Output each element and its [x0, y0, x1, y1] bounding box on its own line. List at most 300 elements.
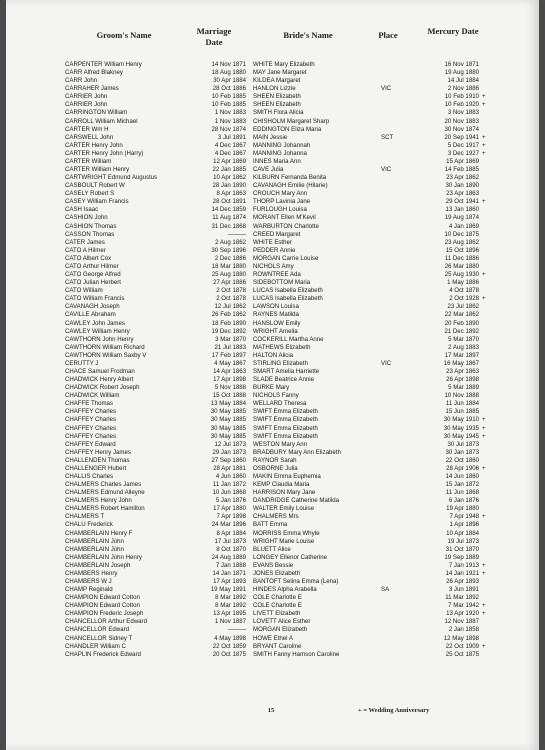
- table-row: [6, 530, 539, 538]
- mercury-date: 23 Apr 1862: [446, 174, 479, 182]
- mercury-date: 10 Feb 1920: [444, 101, 479, 109]
- table-row: [6, 174, 539, 182]
- table-row: [6, 311, 539, 319]
- anniversary-mark: +: [482, 610, 486, 618]
- mercury-date: 30 Jan 1873: [445, 448, 479, 456]
- marriage-date: 29 Jan 1873: [212, 448, 246, 456]
- groom-name: CAWTHORN John Henry: [65, 335, 134, 343]
- marriage-date: 18 Mar 1880: [211, 262, 246, 270]
- groom-name: CHADWICK Robert Joseph: [65, 384, 140, 392]
- mercury-date: 14 Jan 1921: [445, 569, 479, 577]
- groom-name: CARRAHER James: [65, 85, 119, 93]
- bride-name: LOVETT Alice Esther: [253, 618, 311, 626]
- marriage-date: 14 Nov 1871: [211, 61, 246, 68]
- mercury-date: 3 Dec 1927: [447, 149, 479, 157]
- bride-name: SMITH Flora Alicia: [253, 109, 304, 117]
- mercury-date: 20 Feb 1890: [444, 319, 479, 327]
- bride-name: PEDDER Annie: [253, 246, 296, 254]
- mercury-date: 23 Jul 1862: [447, 303, 479, 311]
- table-row: [6, 457, 539, 465]
- bride-name: THORP Lavinia Jane: [253, 198, 311, 206]
- table-row: [6, 384, 539, 392]
- marriage-date: 25 Aug 1880: [211, 271, 246, 279]
- mercury-date: 23 Aug 1862: [444, 238, 479, 246]
- table-row: [6, 134, 539, 142]
- marriage-date: 10 Feb 1885: [211, 93, 246, 101]
- mercury-date: 15 Jan 1872: [445, 481, 479, 489]
- marriage-date: 30 May 1885: [210, 408, 246, 416]
- groom-name: CASH Isaac: [65, 206, 99, 214]
- marriage-date: ———: [227, 230, 246, 238]
- groom-name: CARTWRIGHT Edmund Augustus: [65, 174, 158, 182]
- marriage-date: 8 Apr 1863: [216, 190, 246, 198]
- marriage-date: 30 Sep 1896: [211, 246, 246, 254]
- groom-name: CHAMPION Edward Cotton: [65, 594, 140, 602]
- mercury-date: 5 Dec 1917: [447, 141, 479, 149]
- groom-name: CHAMBERLAIN Joseph: [65, 561, 131, 569]
- bride-name: SMART Amelia Harriette: [253, 367, 320, 375]
- marriage-date: 2 Oct 1878: [216, 287, 246, 295]
- bride-name: COLE Charlotte E: [253, 594, 302, 602]
- groom-name: CARTER Henry John (Harry): [65, 149, 144, 157]
- table-row: [6, 190, 539, 198]
- marriage-date: 5 Jan 1876: [215, 497, 246, 505]
- bride-name: MORGAN Carrie Louise: [253, 254, 319, 262]
- table-row: [6, 214, 539, 222]
- marriage-date: 14 Apr 1863: [213, 367, 246, 375]
- table-row: [6, 376, 539, 384]
- table-row: [6, 142, 539, 150]
- table-row: [6, 263, 539, 271]
- groom-name: CASELY Robert S: [65, 190, 115, 198]
- anniversary-mark: +: [482, 295, 486, 303]
- mercury-date: 15 Jun 1885: [445, 408, 479, 416]
- groom-name: CHAPLIN Frederick Edward: [65, 650, 141, 658]
- table-row: [6, 166, 539, 174]
- mercury-date: 7 Jan 1913: [448, 561, 479, 569]
- bride-name: MORANT Ellen M'Kevil: [253, 214, 316, 222]
- bride-name: SLADE Beatrice Annie: [253, 376, 314, 384]
- anniversary-mark: +: [482, 101, 486, 109]
- bride-name: MAIN Jessie: [253, 133, 288, 141]
- marriage-date: 4 Dec 1867: [214, 141, 246, 149]
- mercury-date: 11 Dec 1886: [444, 254, 479, 262]
- groom-name: CATO Julian Herbert: [65, 279, 121, 287]
- table-row: [6, 360, 539, 368]
- document-page: [6, 0, 539, 750]
- mercury-date: 11 Mar 1892: [445, 594, 479, 602]
- table-row: [6, 521, 539, 529]
- mercury-date: 20 Nov 1883: [444, 117, 479, 125]
- groom-name: CHAMPION Edward Cotton: [65, 602, 140, 610]
- bride-name: JONES Elizabeth: [253, 569, 301, 577]
- table-row: [6, 473, 539, 481]
- mercury-date: 14 Jul 1884: [447, 77, 479, 85]
- bride-name: STIRLING Elizabeth: [253, 359, 308, 367]
- groom-name: CHALU Frederick: [65, 521, 113, 529]
- bride-name: WHITE Mary Elizabeth: [253, 61, 315, 68]
- bride-name: KEMP Claudia Maria: [253, 481, 310, 489]
- groom-name: CAWLEY John James: [65, 319, 125, 327]
- table-row: [6, 182, 539, 190]
- table-row: [6, 570, 539, 578]
- bride-name: NICHOLS Amy: [253, 262, 294, 270]
- groom-name: CHAFFEY Charles: [65, 408, 117, 416]
- groom-name: CASEY William Francis: [65, 198, 129, 206]
- mercury-date: 22 Mar 1862: [444, 311, 479, 319]
- table-row: [6, 320, 539, 328]
- marriage-date: 30 May 1885: [210, 432, 246, 440]
- marriage-date: 24 Aug 1889: [211, 553, 246, 561]
- marriage-date: 1 Nov 1883: [214, 109, 246, 117]
- table-row: [6, 586, 539, 594]
- marriage-date: 10 Apr 1862: [213, 174, 246, 182]
- place: VIC: [381, 166, 392, 174]
- marriage-date: 10 Feb 1885: [211, 101, 246, 109]
- table-row: [6, 255, 539, 263]
- table-row: [6, 271, 539, 279]
- table-row: [6, 231, 539, 239]
- table-row: [6, 408, 539, 416]
- groom-name: CARR John: [65, 77, 98, 85]
- table-row: [6, 643, 539, 651]
- table-row: [6, 538, 539, 546]
- anniversary-mark: +: [482, 416, 486, 424]
- bride-name: KILDEA Margaret: [253, 77, 301, 85]
- marriage-date: 4 Dec 1867: [214, 149, 246, 157]
- marriage-date: 26 Feb 1862: [211, 311, 246, 319]
- mercury-date: 7 Apr 1948: [449, 513, 479, 521]
- bride-name: LIVETT Elizabeth: [253, 610, 301, 618]
- table-row: [6, 247, 539, 255]
- groom-name: CHALLENDEN Thomas: [65, 456, 130, 464]
- marriage-date: 10 Jun 1868: [212, 489, 246, 497]
- mercury-date: 1 Apr 1896: [449, 521, 479, 529]
- groom-name: CHALMERS T: [65, 513, 105, 521]
- bride-name: SHEEN Elizabeth: [253, 101, 301, 109]
- groom-name: CHAFFEY Edward: [65, 440, 116, 448]
- header-mercury-date: Mercury Date: [427, 26, 479, 36]
- groom-name: CARR Alfred Blakney: [65, 69, 123, 77]
- marriage-date: 30 May 1885: [210, 416, 246, 424]
- bride-name: SWIFT Emma Elizabeth: [253, 432, 318, 440]
- mercury-date: 2 Nov 1886: [447, 85, 479, 93]
- bride-name: CAVE Julia: [253, 166, 284, 174]
- groom-name: CHAMP Reginald: [65, 586, 113, 594]
- groom-name: CHANCELLOR Arthur Edward: [65, 618, 147, 626]
- bride-name: SWIFT Emma Elizabeth: [253, 424, 318, 432]
- bride-name: HARRISON Mary Jane: [253, 489, 316, 497]
- groom-name: CHAFFEY Charles: [65, 432, 117, 440]
- bride-name: MORGAN Elizabeth: [253, 626, 308, 634]
- marriage-date: 19 Dec 1892: [211, 327, 246, 335]
- mercury-date: 31 Oct 1870: [445, 545, 479, 553]
- marriage-date: 27 Sep 1860: [211, 456, 246, 464]
- bride-name: WHITE Esther: [253, 238, 292, 246]
- bride-name: MATHEWS Elizabeth: [253, 343, 311, 351]
- groom-name: CAWLEY William Henry: [65, 327, 130, 335]
- table-row: [6, 392, 539, 400]
- table-row: [6, 101, 539, 109]
- table-row: [6, 465, 539, 473]
- marriage-date: 22 Jan 1885: [212, 166, 246, 174]
- groom-name: CHALMERS Henry John: [65, 497, 132, 505]
- table-row: [6, 433, 539, 441]
- bride-name: BATT Emma: [253, 521, 288, 529]
- mercury-date: 13 Apr 1920: [446, 610, 479, 618]
- bride-name: WRIGHT Amelia: [253, 327, 298, 335]
- table-row: [6, 118, 539, 126]
- marriage-date: 12 Jul 1873: [214, 440, 246, 448]
- bride-name: MAY Jane Margaret: [253, 69, 307, 77]
- groom-name: CARRINGTON William: [65, 109, 128, 117]
- marriage-date: 8 Oct 1870: [216, 545, 246, 553]
- marriage-date: 13 May 1884: [210, 400, 246, 408]
- anniversary-note: + = Wedding Anniversary: [358, 707, 430, 714]
- groom-name: CHALMERS Edmund Alleyne: [65, 489, 145, 497]
- groom-name: CATER James: [65, 238, 105, 246]
- table-row: [6, 626, 539, 634]
- place: SA: [381, 586, 390, 594]
- mercury-date: 30 May 1935: [443, 424, 479, 432]
- mercury-date: 19 Aug 1880: [444, 69, 479, 77]
- mercury-date: 23 Apr 1863: [446, 190, 479, 198]
- table-row: [6, 505, 539, 513]
- bride-name: LUCAS Isabella Elizabeth: [253, 295, 323, 303]
- table-row: [6, 578, 539, 586]
- bride-name: NICHOLS Fanny: [253, 392, 299, 400]
- table-row: [6, 158, 539, 166]
- groom-name: CHAMBERLAIN John Henry: [65, 553, 142, 561]
- groom-name: CERUTTY J: [65, 359, 99, 367]
- marriage-date: 8 Mar 1892: [215, 602, 246, 610]
- place: VIC: [381, 85, 392, 93]
- bride-name: MAKIN Emma Euphemia: [253, 472, 321, 480]
- bride-name: CROUCH Mary Ann: [253, 190, 308, 198]
- bride-name: MANNING Johannah: [253, 141, 311, 149]
- groom-name: CHAMBERS Henry: [65, 569, 118, 577]
- bride-name: BLUETT Alice: [253, 545, 291, 553]
- marriage-date: 28 Oct 1886: [212, 85, 246, 93]
- marriage-date: 3 Jul 1891: [217, 133, 246, 141]
- marriage-date: 13 Apr 1895: [213, 610, 246, 618]
- groom-name: CATO George Alfred: [65, 271, 121, 279]
- bride-name: RAYNOR Sarah: [253, 456, 297, 464]
- table-row: [6, 336, 539, 344]
- mercury-date: 2 Aug 1883: [448, 343, 479, 351]
- groom-name: CHADWICK Henry Albert: [65, 376, 134, 384]
- marriage-date: 15 Oct 1888: [212, 392, 246, 400]
- bride-name: HALTON Alicia: [253, 351, 294, 359]
- marriage-date: 8 Mar 1892: [215, 594, 246, 602]
- mercury-date: 20 Sep 1941: [444, 133, 479, 141]
- groom-name: CARTER Henry John: [65, 141, 123, 149]
- marriage-date: 17 Apr 1880: [213, 505, 246, 513]
- mercury-date: 3 Nov 1883: [447, 109, 479, 117]
- table-row: [6, 513, 539, 521]
- table-row: [6, 126, 539, 134]
- bride-name: HANSLOW Emily: [253, 319, 301, 327]
- table-row: [6, 481, 539, 489]
- marriage-date: 4 May 1867: [214, 359, 246, 367]
- marriage-date: 11 Jan 1872: [212, 481, 246, 489]
- groom-name: CARRIER John: [65, 93, 108, 101]
- anniversary-mark: +: [482, 133, 486, 141]
- bride-name: SWIFT Emma Elizabeth: [253, 416, 318, 424]
- marriage-date: 17 Feb 1897: [211, 351, 246, 359]
- bride-name: SIDEBOTTOM Maria: [253, 279, 311, 287]
- bride-name: CHISHOLM Margaret Sharp: [253, 117, 330, 125]
- anniversary-mark: +: [482, 432, 486, 440]
- mercury-date: 30 May 1910: [443, 416, 479, 424]
- marriage-date: 17 Jul 1873: [214, 537, 246, 545]
- groom-name: CHAFFEY Henry James: [65, 448, 131, 456]
- mercury-date: 25 Aug 1930: [444, 271, 479, 279]
- header-marriage-date: Marriage Date: [196, 26, 232, 47]
- table-row: [6, 150, 539, 158]
- table-header: [6, 24, 539, 58]
- mercury-date: 12 Nov 1887: [444, 618, 479, 626]
- bride-name: WRIGHT Marie Louise: [253, 537, 315, 545]
- anniversary-mark: +: [482, 93, 486, 101]
- mercury-date: 12 May 1898: [443, 634, 479, 642]
- bride-name: ROWNTREE Ada: [253, 271, 301, 279]
- bride-name: HANLON Lizzie: [253, 85, 296, 93]
- groom-name: CARPENTER William Henry: [65, 61, 142, 68]
- anniversary-mark: +: [482, 602, 486, 610]
- table-row: [6, 562, 539, 570]
- marriage-date: 19 May 1891: [210, 586, 246, 594]
- mercury-date: 21 Dec 1892: [444, 327, 479, 335]
- groom-name: CHADWICK William: [65, 392, 120, 400]
- table-row: [6, 546, 539, 554]
- table-row: [6, 449, 539, 457]
- table-row: [6, 651, 539, 659]
- marriage-date: 12 Apr 1869: [213, 157, 246, 165]
- anniversary-mark: +: [482, 141, 486, 149]
- anniversary-mark: +: [482, 642, 486, 650]
- table-row: [6, 497, 539, 505]
- groom-name: CAWTHORN William Saxby V: [65, 351, 147, 359]
- header-place: Place: [378, 30, 398, 40]
- place: SCT: [381, 133, 394, 141]
- groom-name: CASBOULT Robert W: [65, 182, 125, 190]
- anniversary-mark: +: [482, 561, 486, 569]
- mercury-date: 22 Oct 1909: [445, 642, 479, 650]
- marriage-date: 7 Jan 1888: [215, 561, 246, 569]
- mercury-date: 4 Jan 1869: [448, 222, 479, 230]
- groom-name: CHALMERS Charles James: [65, 481, 142, 489]
- mercury-date: 16 Nov 1871: [444, 61, 479, 68]
- table-row: [6, 489, 539, 497]
- bride-name: BANTOFT Selina Emma (Lena): [253, 578, 339, 585]
- bride-name: CAVANAGH Emilie (Hilarie): [253, 182, 328, 190]
- marriage-date: 31 Dec 1868: [211, 222, 246, 230]
- table-row: [6, 368, 539, 376]
- mercury-date: 19 Apr 1880: [446, 505, 479, 513]
- table-row: [6, 85, 539, 93]
- marriage-date: 28 Apr 1881: [213, 464, 246, 472]
- bride-name: MANNING Johanna: [253, 149, 307, 157]
- table-row: [6, 352, 539, 360]
- groom-name: CHANCELLOR Sidney T: [65, 634, 133, 642]
- mercury-date: 15 Apr 1869: [446, 157, 479, 165]
- place: VIC: [381, 359, 392, 367]
- bride-name: BRADBURY Mary Ann Elizabeth: [253, 448, 341, 456]
- groom-name: CHAFFEY Charles: [65, 416, 117, 424]
- groom-name: CARTER Wm H: [65, 125, 109, 133]
- mercury-date: 10 Apr 1884: [446, 529, 479, 537]
- marriage-date: 30 May 1885: [210, 424, 246, 432]
- marriage-date: 22 Oct 1859: [212, 642, 246, 650]
- groom-name: CATO William Francis: [65, 295, 125, 303]
- mercury-date: 26 Mar 1880: [444, 262, 479, 270]
- table-row: [6, 303, 539, 311]
- anniversary-mark: +: [482, 569, 486, 577]
- bride-name: COLE Charlotte E: [253, 602, 302, 610]
- marriage-date: 18 Aug 1880: [211, 69, 246, 77]
- marriage-date: 2 Aug 1862: [215, 238, 246, 246]
- bride-name: SHEEN Elizabeth: [253, 93, 301, 101]
- mercury-date: 10 Dec 1875: [444, 230, 479, 238]
- marriage-date: 24 Mar 1896: [211, 521, 246, 529]
- mercury-date: 22 Oct 1860: [445, 456, 479, 464]
- table-row: [6, 239, 539, 247]
- anniversary-mark: +: [482, 424, 486, 432]
- page-number: 15: [267, 707, 275, 714]
- table-row: [6, 198, 539, 206]
- table-row: [6, 425, 539, 433]
- marriage-date: 4 Jun 1860: [215, 472, 246, 480]
- groom-name: CATO A Hilmer: [65, 246, 106, 254]
- groom-name: CHALLIS Charles: [65, 472, 114, 480]
- marriage-date: 14 Dec 1859: [211, 206, 246, 214]
- groom-name: CASHION Thomas: [65, 222, 117, 230]
- groom-name: CASSON Thomas: [65, 230, 115, 238]
- marriage-date: 2 Oct 1878: [216, 295, 246, 303]
- anniversary-mark: +: [482, 271, 486, 279]
- marriage-date: 21 Jul 1883: [214, 343, 246, 351]
- mercury-date: 3 Jun 1891: [448, 586, 479, 594]
- groom-name: CARTER William Henry: [65, 166, 130, 174]
- mercury-date: 19 Jul 1873: [447, 537, 479, 545]
- mercury-date: 2 Jan 1858: [448, 626, 479, 634]
- groom-name: CHAFFE Thomas: [65, 400, 113, 408]
- marriage-date: ———: [227, 626, 246, 634]
- table-row: [6, 610, 539, 618]
- mercury-date: 10 Nov 1888: [444, 392, 479, 400]
- table-row: [6, 554, 539, 562]
- mercury-date: 14 Jun 1860: [445, 472, 479, 480]
- marriage-date: 17 Apr 1893: [213, 578, 246, 585]
- groom-name: CARTER William: [65, 157, 112, 165]
- table-row: [6, 279, 539, 287]
- marriage-date: 1 Nov 1887: [214, 618, 246, 626]
- header-groom: Groom's Name: [96, 30, 152, 40]
- header-bride: Bride's Name: [283, 30, 333, 40]
- mercury-date: 5 Mar 1889: [448, 384, 479, 392]
- table-row: [6, 602, 539, 610]
- mercury-date: 25 Oct 1875: [445, 650, 479, 658]
- bride-name: RAYNES Matilda: [253, 311, 299, 319]
- mercury-date: 26 Apr 1898: [446, 376, 479, 384]
- groom-name: CHACE Samuel Frodman: [65, 367, 135, 375]
- marriage-register-table: [6, 61, 539, 659]
- mercury-date: 10 Feb 1910: [444, 93, 479, 101]
- mercury-date: 19 Sep 1889: [444, 553, 479, 561]
- bride-name: CHALMERS Mrs: [253, 513, 299, 521]
- anniversary-mark: +: [482, 149, 486, 157]
